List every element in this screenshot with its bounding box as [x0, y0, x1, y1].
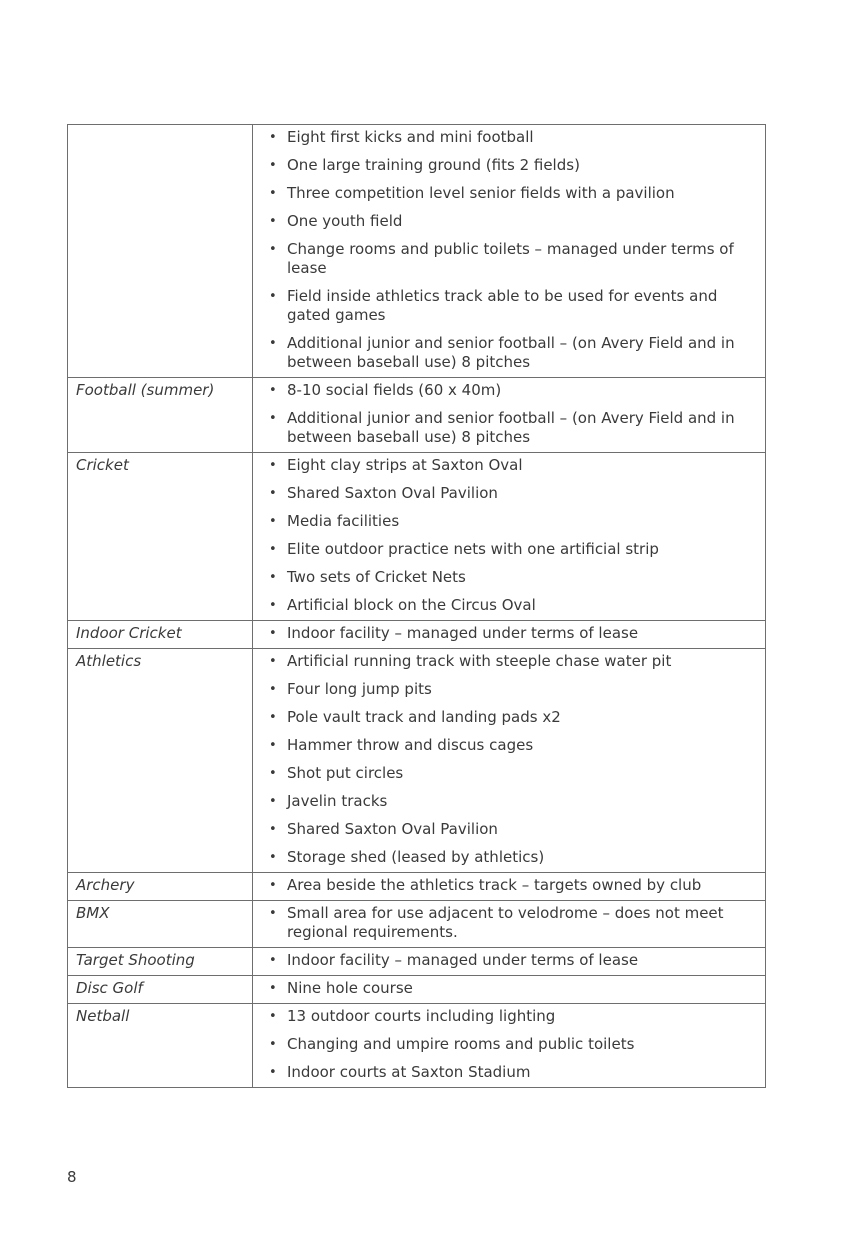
list-item-text: Additional junior and senior football – (on Avery Field and in between baseball use) 8 pitches — [287, 409, 735, 446]
activity-cell: Target Shooting — [68, 948, 253, 976]
facilities-cell — [253, 976, 766, 1004]
facility-list — [253, 951, 759, 970]
facility-list — [253, 128, 759, 372]
list-item — [253, 596, 759, 615]
facility-list — [253, 381, 759, 447]
list-item-text: Storage shed (leased by athletics) — [287, 848, 545, 866]
list-item-text: Four long jump pits — [287, 680, 432, 698]
bullet-icon: • — [269, 289, 277, 304]
list-item-text: Eight clay strips at Saxton Oval — [287, 456, 523, 474]
list-item — [253, 512, 759, 531]
bullet-icon: • — [269, 878, 277, 893]
list-item-text: Indoor facility – managed under terms of lease — [287, 624, 639, 642]
bullet-icon: • — [269, 710, 277, 725]
list-item-text: Artificial running track with steeple chase water pit — [287, 652, 672, 670]
list-item-text: Shot put circles — [287, 764, 404, 782]
list-item — [253, 876, 759, 895]
list-item-text: Change rooms and public toilets – managed under terms of lease — [287, 240, 734, 277]
list-item-text: Three competition level senior fields with a pavilion — [287, 184, 675, 202]
page-number: 8 — [67, 1168, 77, 1186]
facility-list — [253, 876, 759, 895]
table-body — [68, 125, 766, 1088]
facilities-cell — [253, 378, 766, 453]
facilities-cell — [253, 901, 766, 948]
list-item-text: Small area for use adjacent to velodrome – does not meet regional requirements. — [287, 904, 724, 941]
bullet-icon: • — [269, 542, 277, 557]
list-item-text: Two sets of Cricket Nets — [287, 568, 466, 586]
list-item — [253, 708, 759, 727]
list-item — [253, 652, 759, 671]
bullet-icon: • — [269, 130, 277, 145]
table-row — [68, 621, 766, 649]
list-item-text: Eight first kicks and mini football — [287, 128, 534, 146]
list-item — [253, 1007, 759, 1026]
list-item — [253, 979, 759, 998]
facilities-cell — [253, 873, 766, 901]
bullet-icon: • — [269, 654, 277, 669]
list-item-text: Additional junior and senior football – (on Avery Field and in between baseball use) 8 pitches — [287, 334, 735, 371]
list-item — [253, 287, 759, 325]
list-item — [253, 212, 759, 231]
list-item — [253, 680, 759, 699]
facilities-cell — [253, 621, 766, 649]
bullet-icon: • — [269, 906, 277, 921]
bullet-icon: • — [269, 598, 277, 613]
list-item — [253, 128, 759, 147]
list-item-text: Hammer throw and discus cages — [287, 736, 534, 754]
list-item-text: Javelin tracks — [287, 792, 388, 810]
bullet-icon: • — [269, 242, 277, 257]
list-item — [253, 540, 759, 559]
bullet-icon: • — [269, 383, 277, 398]
list-item — [253, 764, 759, 783]
table-row — [68, 948, 766, 976]
table-row — [68, 125, 766, 378]
list-item — [253, 904, 759, 942]
bullet-icon: • — [269, 682, 277, 697]
list-item — [253, 951, 759, 970]
list-item — [253, 456, 759, 475]
bullet-icon: • — [269, 1065, 277, 1080]
bullet-icon: • — [269, 158, 277, 173]
list-item-text: Changing and umpire rooms and public toilets — [287, 1035, 635, 1053]
list-item-text: Pole vault track and landing pads x2 — [287, 708, 561, 726]
table-row — [68, 1004, 766, 1088]
list-item-text: Shared Saxton Oval Pavilion — [287, 484, 498, 502]
bullet-icon: • — [269, 411, 277, 426]
list-item — [253, 848, 759, 867]
list-item — [253, 1063, 759, 1082]
facility-list — [253, 456, 759, 615]
facilities-cell — [253, 948, 766, 976]
bullet-icon: • — [269, 214, 277, 229]
bullet-icon: • — [269, 486, 277, 501]
bullet-icon: • — [269, 514, 277, 529]
activity-cell: Football (summer) — [68, 378, 253, 453]
facilities-cell — [253, 649, 766, 873]
facility-list — [253, 624, 759, 643]
bullet-icon: • — [269, 822, 277, 837]
table-row — [68, 873, 766, 901]
list-item — [253, 624, 759, 643]
bullet-icon: • — [269, 1009, 277, 1024]
list-item — [253, 736, 759, 755]
list-item-text: Area beside the athletics track – targets owned by club — [287, 876, 702, 894]
list-item — [253, 409, 759, 447]
facility-list — [253, 652, 759, 867]
bullet-icon: • — [269, 1037, 277, 1052]
facility-list — [253, 904, 759, 942]
list-item-text: Shared Saxton Oval Pavilion — [287, 820, 498, 838]
facility-list — [253, 1007, 759, 1082]
activity-cell: Athletics — [68, 649, 253, 873]
list-item-text: Indoor courts at Saxton Stadium — [287, 1063, 531, 1081]
facilities-cell — [253, 1004, 766, 1088]
list-item-text: Indoor facility – managed under terms of lease — [287, 951, 639, 969]
bullet-icon: • — [269, 458, 277, 473]
facilities-cell — [253, 453, 766, 621]
bullet-icon: • — [269, 626, 277, 641]
list-item-text: Elite outdoor practice nets with one artificial strip — [287, 540, 659, 558]
bullet-icon: • — [269, 766, 277, 781]
activity-cell: Netball — [68, 1004, 253, 1088]
activity-cell: Archery — [68, 873, 253, 901]
list-item-text: Field inside athletics track able to be used for events and gated games — [287, 287, 718, 324]
bullet-icon: • — [269, 850, 277, 865]
table-row — [68, 901, 766, 948]
list-item — [253, 820, 759, 839]
list-item — [253, 792, 759, 811]
list-item — [253, 484, 759, 503]
list-item — [253, 184, 759, 203]
table-row — [68, 378, 766, 453]
facility-list — [253, 979, 759, 998]
list-item-text: 8-10 social fields (60 x 40m) — [287, 381, 502, 399]
activity-cell: BMX — [68, 901, 253, 948]
bullet-icon: • — [269, 570, 277, 585]
bullet-icon: • — [269, 794, 277, 809]
list-item-text: Nine hole course — [287, 979, 413, 997]
activity-cell: Disc Golf — [68, 976, 253, 1004]
activity-cell — [68, 125, 253, 378]
bullet-icon: • — [269, 981, 277, 996]
list-item — [253, 568, 759, 587]
list-item — [253, 381, 759, 400]
list-item-text: Media facilities — [287, 512, 400, 530]
list-item-text: Artificial block on the Circus Oval — [287, 596, 536, 614]
facilities-table — [67, 124, 766, 1088]
facilities-cell — [253, 125, 766, 378]
list-item — [253, 156, 759, 175]
table-row — [68, 649, 766, 873]
activity-cell: Cricket — [68, 453, 253, 621]
list-item-text: One youth field — [287, 212, 403, 230]
bullet-icon: • — [269, 953, 277, 968]
bullet-icon: • — [269, 336, 277, 351]
table-row — [68, 453, 766, 621]
list-item-text: One large training ground (fits 2 fields) — [287, 156, 580, 174]
list-item — [253, 334, 759, 372]
bullet-icon: • — [269, 186, 277, 201]
list-item — [253, 1035, 759, 1054]
bullet-icon: • — [269, 738, 277, 753]
list-item — [253, 240, 759, 278]
activity-cell: Indoor Cricket — [68, 621, 253, 649]
table-row — [68, 976, 766, 1004]
list-item-text: 13 outdoor courts including lighting — [287, 1007, 556, 1025]
